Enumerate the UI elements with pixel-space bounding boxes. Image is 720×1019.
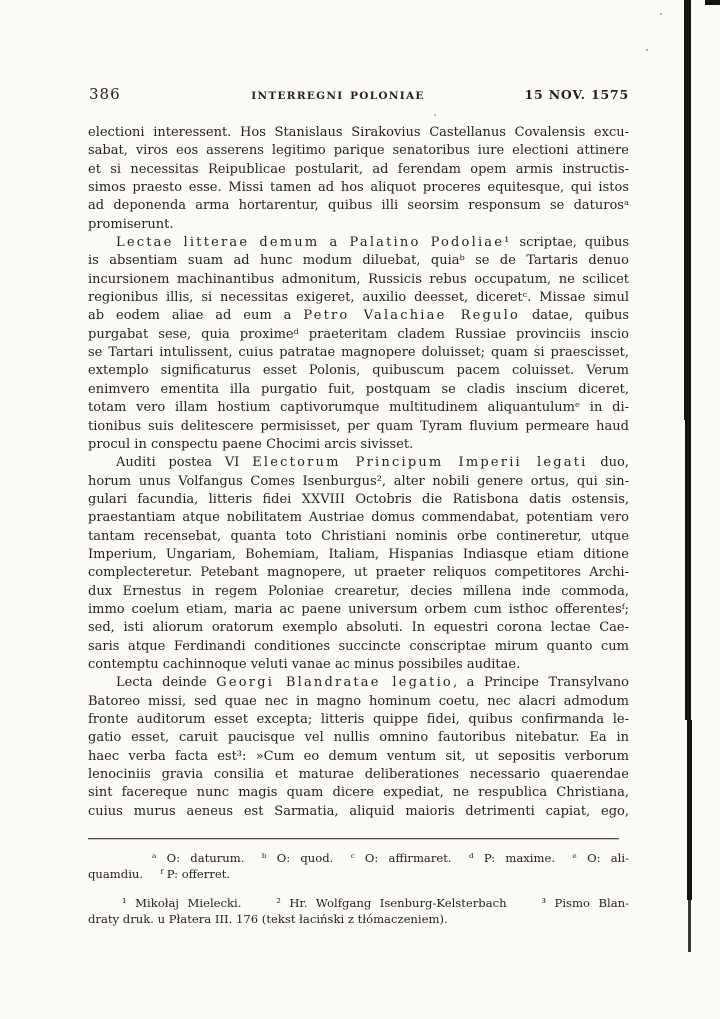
text-line: Batoreo missi, sed quae nec in magno hominum coetu, nec alacri admodum <box>88 693 629 709</box>
text-line: et si necessitas Reipublicae postularit, ad ferendam opem armis instructis- <box>88 161 629 177</box>
text-line: purgabat sese, quia proximeᵈ praeteritam cladem Russiae provinciis inscio <box>88 326 629 342</box>
scan-artifact-bar <box>685 420 691 720</box>
scan-speck <box>434 114 436 116</box>
text-line: is absentiam suam ad hunc modum diluebat, quiaᵇ se de Tartaris denuo <box>88 253 629 269</box>
text-line: promiserunt. <box>88 216 174 232</box>
text-line: ¹ Mikołaj Mielecki. ² Hr. Wolfgang Isenburg-Kelsterbach ³ Pismo Blan- <box>122 896 629 910</box>
text-line: sed, isti aliorum oratorum exemplo absoluti. In equestri corona lectae Cae- <box>88 620 629 636</box>
scan-speck <box>628 6 630 8</box>
body-text <box>88 124 629 821</box>
text-line: procul in conspectu paene Chocimi arcis sivisset. <box>88 436 414 452</box>
scan-artifact-bar <box>684 0 691 420</box>
text-line: contemptu cachinnoque veluti vanae ac minus possibiles auditae. <box>88 656 521 672</box>
scan-artifact-corner <box>705 0 720 5</box>
scan-artifact-bar <box>687 720 692 900</box>
letterspaced-phrase: Lectae litterae demum a Palatino Podoliae¹ <box>116 235 512 251</box>
text-line: regionibus illis, si necessitas exigeret, auxilio deesset, diceretᶜ. Missae simul <box>88 290 629 306</box>
text-line: ab eodem aliae ad eum a Petro Valachiae Regulo datae, quibus <box>88 308 629 324</box>
text-line: ad deponenda arma hortarentur, quibus illi seorsim responsum se daturosᵃ <box>88 198 629 214</box>
text-line: sint facereque nunc magis quam dicere expediat, ne respublica Christiana, <box>88 785 629 801</box>
text-line: se Tartari intulissent, cuius patratae magnopere doluisset; quam si praescisset, <box>88 345 629 361</box>
letterspaced-phrase: Electorum Principum Imperii legati <box>252 455 588 471</box>
text-line: quamdiu. ᶠ P: offerret. <box>88 866 231 881</box>
text-line: incursionem machinantibus admonitum, Russicis rebus occupatum, ne scilicet <box>88 271 629 287</box>
text-line: ᵃ O: daturum. ᵇ O: quod. ᶜ O: affirmaret. ᵈ P: maxime. ᵉ O: ali- <box>152 851 629 865</box>
text-line: extemplo significaturus esset Polonis, quibuscum pacem coluisset. Verum <box>88 363 629 379</box>
text-line: enimvero ementita illa purgatio fuit, postquam se cladis inscium diceret, <box>88 381 629 397</box>
text-line: praestantiam atque nobilitatem Austriae domus commendabat, potentiam vero <box>88 510 629 526</box>
text-line: immo coelum etiam, maria ac paene universum orbem cum isthoc offerentesᶠ; <box>88 601 629 617</box>
text-line: gatio esset, caruit paucisque vel nullis omnino fautoribus nitebatur. Ea in <box>88 730 629 746</box>
paragraph <box>88 454 629 674</box>
text-line: simos praesto esse. Missi tamen ad hos aliquot proceres equitesque, qui istos <box>88 180 629 196</box>
text-line: totam vero illam hostium captivorumque multitudinem aliquantulumᵉ in di- <box>88 400 629 416</box>
text-line: haec verba facta est³: »Cum eo demum ventum sit, ut sepositis verborum <box>88 748 629 764</box>
page-number: 386 <box>89 85 121 103</box>
text-line: complecteretur. Petebant magnopere, ut praeter reliquos competitores Archi- <box>88 565 629 581</box>
text-line: cuius murus aeneus est Sarmatia, aliquid maioris detrimenti capiat, ego, <box>88 803 629 819</box>
footnote-separator <box>88 838 619 839</box>
text-line: tantam recensebat, quanta toto Christiani nominis orbe contineretur, utque <box>88 528 629 544</box>
text-line: tionibus suis delitescere permisisset, per quam Tyram fluvium permeare haud <box>88 418 629 434</box>
text-line: Lectae litterae demum a Palatino Podoliae¹ scriptae, quibus <box>116 235 629 251</box>
critical-footnotes <box>88 851 629 882</box>
text-line: Lecta deinde Georgi Blandratae legatio, a Principe Transylvano <box>116 675 629 691</box>
text-line: gulari facundia, litteris fidei XXVIII Octobris die Ratisbona datis ostensis, <box>88 491 629 507</box>
letterspaced-phrase: Georgi Blandratae legatio <box>216 675 453 691</box>
text-line: Imperium, Ungariam, Bohemiam, Italiam, Hispanias Indiasque etiam ditione <box>88 546 629 562</box>
scan-speck <box>646 49 648 51</box>
text-line: sabat, viros eos asserens legitimo parique senatoribus iure electioni attinere <box>88 143 629 159</box>
text-line: horum unus Volfangus Comes Isenburgus², alter nobili genere ortus, qui sin- <box>88 473 629 489</box>
header-date: 15 NOV. 1575 <box>524 87 629 102</box>
text-line: saris atque Ferdinandi conditiones succincte conscriptae mirum quanto cum <box>88 638 629 654</box>
text-line: lenociniis gravia consilia et maturae deliberationes necessario quaerendae <box>88 767 629 783</box>
paragraph <box>88 124 629 234</box>
text-line: dux Ernestus in regem Poloniae crearetur, decies millena inde commoda, <box>88 583 629 599</box>
text-line: fronte auditorum esset excepta; litteris quippe fidei, quibus confirmanda le- <box>88 712 629 727</box>
paragraph <box>88 234 629 454</box>
scan-artifact-bar <box>688 900 691 952</box>
text-line: Auditi postea VI Electorum Principum Imperii legati duo, <box>116 455 629 471</box>
paragraph <box>88 674 629 821</box>
text-line: electioni interessent. Hos Stanislaus Sirakovius Castellanus Covalensis excu- <box>88 125 629 140</box>
numbered-footnotes <box>88 896 629 927</box>
text-line: draty druk. u Płatera III. 176 (tekst łaciński z tłómaczeniem). <box>88 911 448 926</box>
scan-speck <box>660 13 662 15</box>
running-title: INTERREGNI POLONIAE <box>251 90 425 102</box>
letterspaced-phrase: Petro Valachiae Regulo <box>303 308 521 324</box>
